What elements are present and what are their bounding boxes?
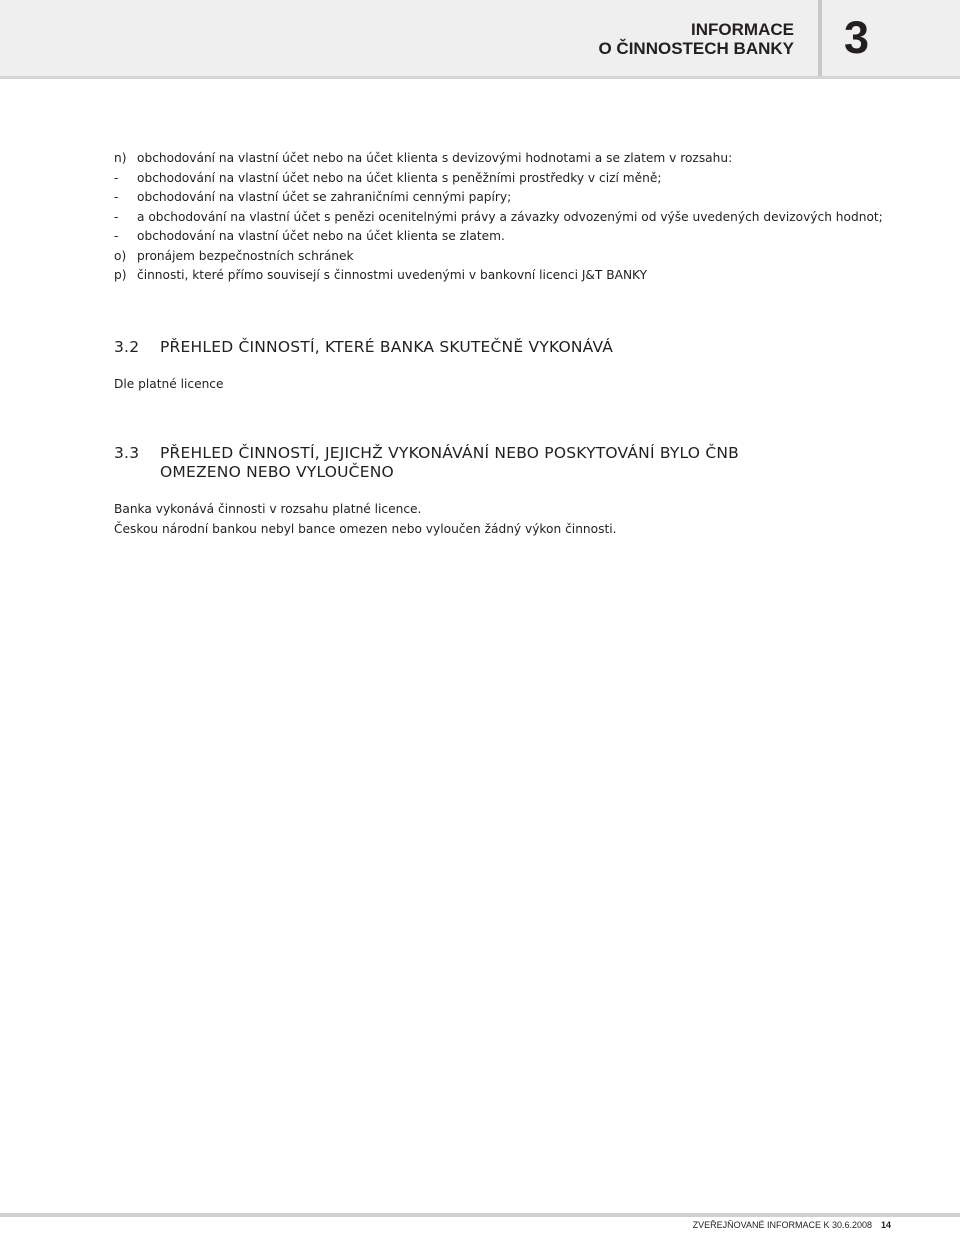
sub-list-item [114,208,914,228]
section-body: Dle platné licence [114,376,224,391]
list-marker: p) [114,268,127,282]
section-body-line2: Českou národní bankou nebyl bance omezen nebo vyloučen žádný výkon činnosti. [114,521,617,536]
sub-list-dash: - [114,190,119,204]
section-title-line2: OMEZENO NEBO VYLOUČENO [160,463,394,481]
sub-list-item [114,227,914,247]
page-header [0,0,960,79]
sub-list-text: obchodování na vlastní účet se zahraničními cennými papíry; [137,190,512,204]
page-number: 14 [881,1220,892,1230]
chapter-divider [818,0,822,76]
list-item-text: pronájem bezpečnostních schránek [137,248,354,263]
footer-bar [0,1213,960,1217]
sub-list-item [114,169,914,189]
sub-list-text: a obchodování na vlastní účet s penězi ocenitelnými právy a závazky odvozenými od výše uvedených devizových hodnot; [137,209,883,224]
sub-list-dash: - [114,229,119,243]
section-body-line1: Banka vykonává činnosti v rozsahu platné licence. [114,502,422,516]
list-item-text: činnosti, které přímo souvisejí s činnostmi uvedenými v bankovní licenci J&T BANKY [137,268,648,282]
section-title-line1: PŘEHLED ČINNOSTÍ, JEJICHŽ VYKONÁVÁNÍ NEBO POSKYTOVÁNÍ BYLO ČNB [160,444,739,462]
chapter-title-line1: INFORMACE [691,20,794,39]
list-item-o [114,247,914,267]
sub-list-dash: - [114,170,119,185]
chapter-number: 3 [844,12,870,63]
sub-list-text: obchodování na vlastní účet nebo na účet klienta s peněžními prostředky v cizí měně; [137,170,662,185]
sub-list-text: obchodování na vlastní účet nebo na účet klienta se zlatem. [137,229,505,243]
list-item-n [114,149,914,169]
list-marker: n) [114,151,127,165]
footer-text: ZVEŘEJŇOVANÉ INFORMACE K 30.6.2008 [692,1220,872,1230]
chapter-title-line2: O ČINNOSTECH BANKY [598,39,794,58]
page-content [114,149,914,539]
section-number: 3.3 [114,444,140,462]
list-item-p [114,266,914,286]
list-item-text: obchodování na vlastní účet nebo na účet klienta s devizovými hodnotami a se zlatem v rozsahu: [137,151,733,165]
section-heading-3-3 [114,444,914,482]
section-heading-3-2 [114,338,914,357]
page-footer [0,1213,960,1233]
section-title: PŘEHLED ČINNOSTÍ, KTERÉ BANKA SKUTEČNĚ VYKONÁVÁ [160,337,614,356]
list-marker: o) [114,248,127,263]
sub-list-dash: - [114,209,119,224]
chapter-title [598,20,794,58]
sub-list-item [114,188,914,208]
section-number: 3.2 [114,337,140,356]
